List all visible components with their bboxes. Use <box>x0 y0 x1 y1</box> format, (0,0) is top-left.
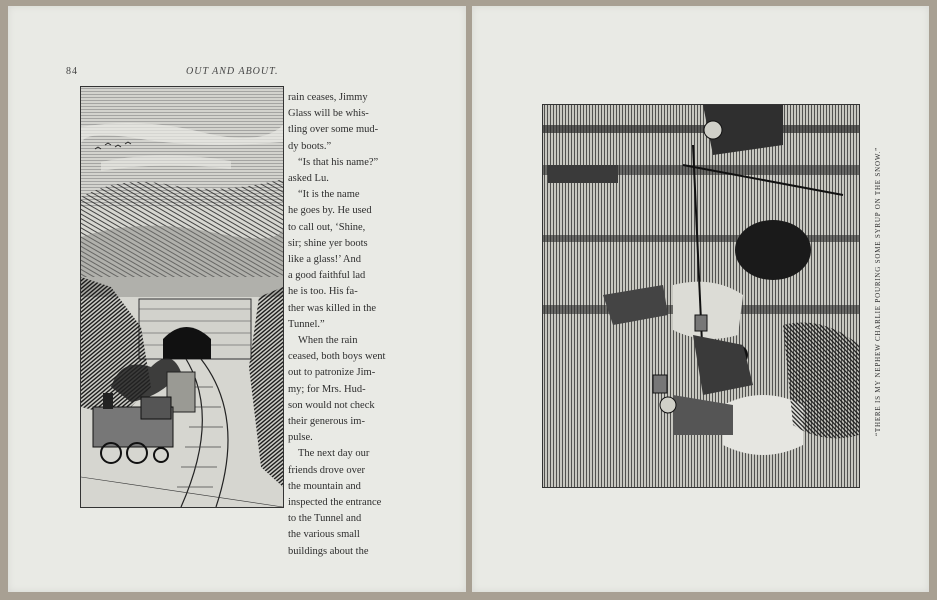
text-line: son would not check <box>288 399 375 411</box>
text-line: ther was killed in the <box>288 302 377 314</box>
text-line: Glass will be whis- <box>288 108 369 120</box>
text-line: the mountain and <box>288 480 361 492</box>
text-line: their generous im- <box>288 416 365 428</box>
text-line: to call out, ‘Shine, <box>288 221 366 233</box>
text-line: sir; shine yer boots <box>288 237 368 249</box>
caption-text: “THERE IS MY NEPHEW CHARLIE POURING SOME SYRUP ON THE SNOW.” <box>874 146 882 436</box>
left-page <box>8 6 466 592</box>
right-page <box>472 6 929 592</box>
text-line: the various small <box>288 529 360 541</box>
text-line: rain ceases, Jimmy <box>288 92 368 103</box>
text-line: buildings about the <box>288 545 369 557</box>
text-line: When the rain <box>298 335 358 347</box>
sugaring-scene-engraving <box>542 104 860 488</box>
text-line: he goes by. He used <box>288 205 372 217</box>
text-line: a good faithful lad <box>288 270 366 282</box>
body-text <box>288 90 398 560</box>
text-line: Tunnel.” <box>288 318 325 330</box>
tunnel-train-engraving <box>80 86 284 508</box>
text-line: The next day our <box>298 448 370 460</box>
text-line: out to patronize Jim- <box>288 367 376 379</box>
text-line: “Is that his name?” <box>298 156 379 168</box>
text-line: inspected the entrance <box>288 497 382 509</box>
text-line: to the Tunnel and <box>288 513 362 525</box>
text-line: my; for Mrs. Hud- <box>288 383 366 395</box>
text-line: friends drove over <box>288 464 365 476</box>
text-line: “It is the name <box>298 189 360 201</box>
text-line: pulse. <box>288 432 313 444</box>
page-number: 84 <box>66 66 78 77</box>
running-title: OUT AND ABOUT. <box>186 66 279 77</box>
text-line: asked Lu. <box>288 173 329 185</box>
text-line: dy boots.” <box>288 140 332 152</box>
text-line: like a glass!’ And <box>288 254 361 266</box>
text-line: tling over some mud- <box>288 124 379 136</box>
illustration-caption <box>862 146 882 436</box>
text-line: he is too. His fa- <box>288 286 358 298</box>
text-line: ceased, both boys went <box>288 351 386 363</box>
